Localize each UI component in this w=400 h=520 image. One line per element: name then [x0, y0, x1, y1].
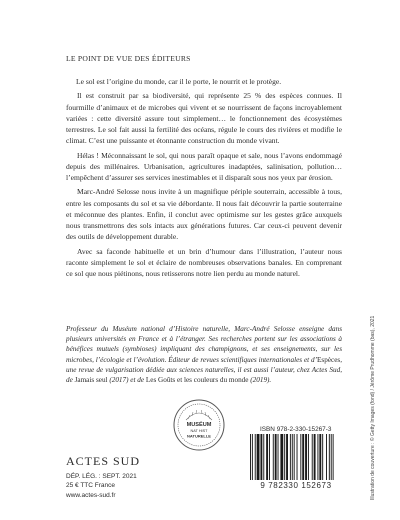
- seal-line-2: NAT HIST: [190, 429, 208, 433]
- bio-text: Professeur du Muséum national d’Histoire naturelle, Marc-André Selosse enseigne dans plusieurs universités en France et à l’étranger. Ses recherches portent sur les associations à bénéfices mutuels (symbioses) impliquant des champignons, et ses enseignements, sur les microbes, l’écologie et l’évolution. Éditeur de revues scientifiques internationales et d’: [66, 325, 342, 364]
- publisher-logo: ACTES SUD: [66, 454, 141, 468]
- isbn-number: ISBN 978-2-330-15267-3: [260, 426, 332, 433]
- publisher-website: www.actes-sud.fr: [66, 491, 116, 499]
- bio-text: , une revue de vulgarisation dédiée aux sciences naturelles, il est aussi l’auteur, chez Actes Sud, de: [66, 355, 342, 385]
- seal-line-1: MUSÉUM: [186, 422, 212, 428]
- blurb-paragraph: Le sol est l’origine du monde, car il le porte, le nourrit et le protège.: [76, 77, 282, 86]
- bio-magazine-title: Espèces: [317, 355, 341, 364]
- bio-book-title: Les Goûts et les couleurs du monde: [145, 376, 249, 385]
- legal-deposit: DÉP. LÉG. : SEPT. 2021: [66, 473, 137, 480]
- ean-barcode: [248, 434, 344, 490]
- cover-credits-text: Illustration de couverture : © Getty Images (fond) / Jérôme Prudhomme (bas), 2021: [370, 315, 376, 500]
- blurb-paragraph: Avec sa faconde habituelle et un brin d’humour dans l’illustration, l’auteur nous raconte simplement le sol et éclaire de nombreuses observations banales. En comprenant ce sol que nous piétinons, nous retisserons notre lien perdu au monde naturel.: [66, 246, 342, 278]
- blurb-paragraph: Il est construit par sa biodiversité, qui représente 25 % des espèces connues. Il fourmille d’animaux et de microbes qui vivent et se nourrissent de façons incroyablement variées : cette diversité assure tout simplement… le fonctionnement des écosystèmes terrestres. Le sol fait aussi la fertilité des océans, régule le cours des rivières et modifie le climat. C’est une puissante et étonnante construction du monde vivant.: [66, 91, 342, 146]
- author-biography: [66, 324, 342, 385]
- bio-text: (2017) et de: [107, 376, 146, 385]
- bio-book-title: Jamais seul: [74, 376, 108, 385]
- blurb-text: [66, 76, 342, 282]
- back-cover-heading: LE POINT DE VUE DES ÉDITEURS: [66, 54, 191, 63]
- barcode-bars: [248, 434, 344, 480]
- blurb-paragraph: Hélas ! Méconnaissant le sol, qui nous paraît opaque et sale, nous l’avons endommagé depuis des millénaires. Urbanisation, agricultures inadaptées, salinisation, pollution… l’empêchent d’assurer ses services inestimables et il disparaît sous nos yeux par érosion.: [66, 150, 342, 182]
- cover-credits: [370, 260, 382, 500]
- legal-info: [66, 472, 137, 500]
- bio-text: (2019).: [248, 376, 272, 385]
- price: 25 € TTC France: [66, 482, 116, 490]
- blurb-paragraph: Marc-André Selosse nous invite à un magnifique périple souterrain, accessible à tous, entre les composants du sol et sa vie débordante. Il nous fait découvrir la partie souterraine et méconnue des plantes. Enfin, il conclut avec optimisme sur les gestes grâce auxquels nous transmettrons des sols intacts aux générations futures. Car ceux-ci peuvent devenir des outils de développement durable.: [66, 187, 342, 242]
- barcode-digits: 9 782330 152673: [260, 481, 332, 490]
- seal-line-3: NATURELLE: [187, 433, 211, 439]
- museum-seal-logo: [172, 398, 226, 452]
